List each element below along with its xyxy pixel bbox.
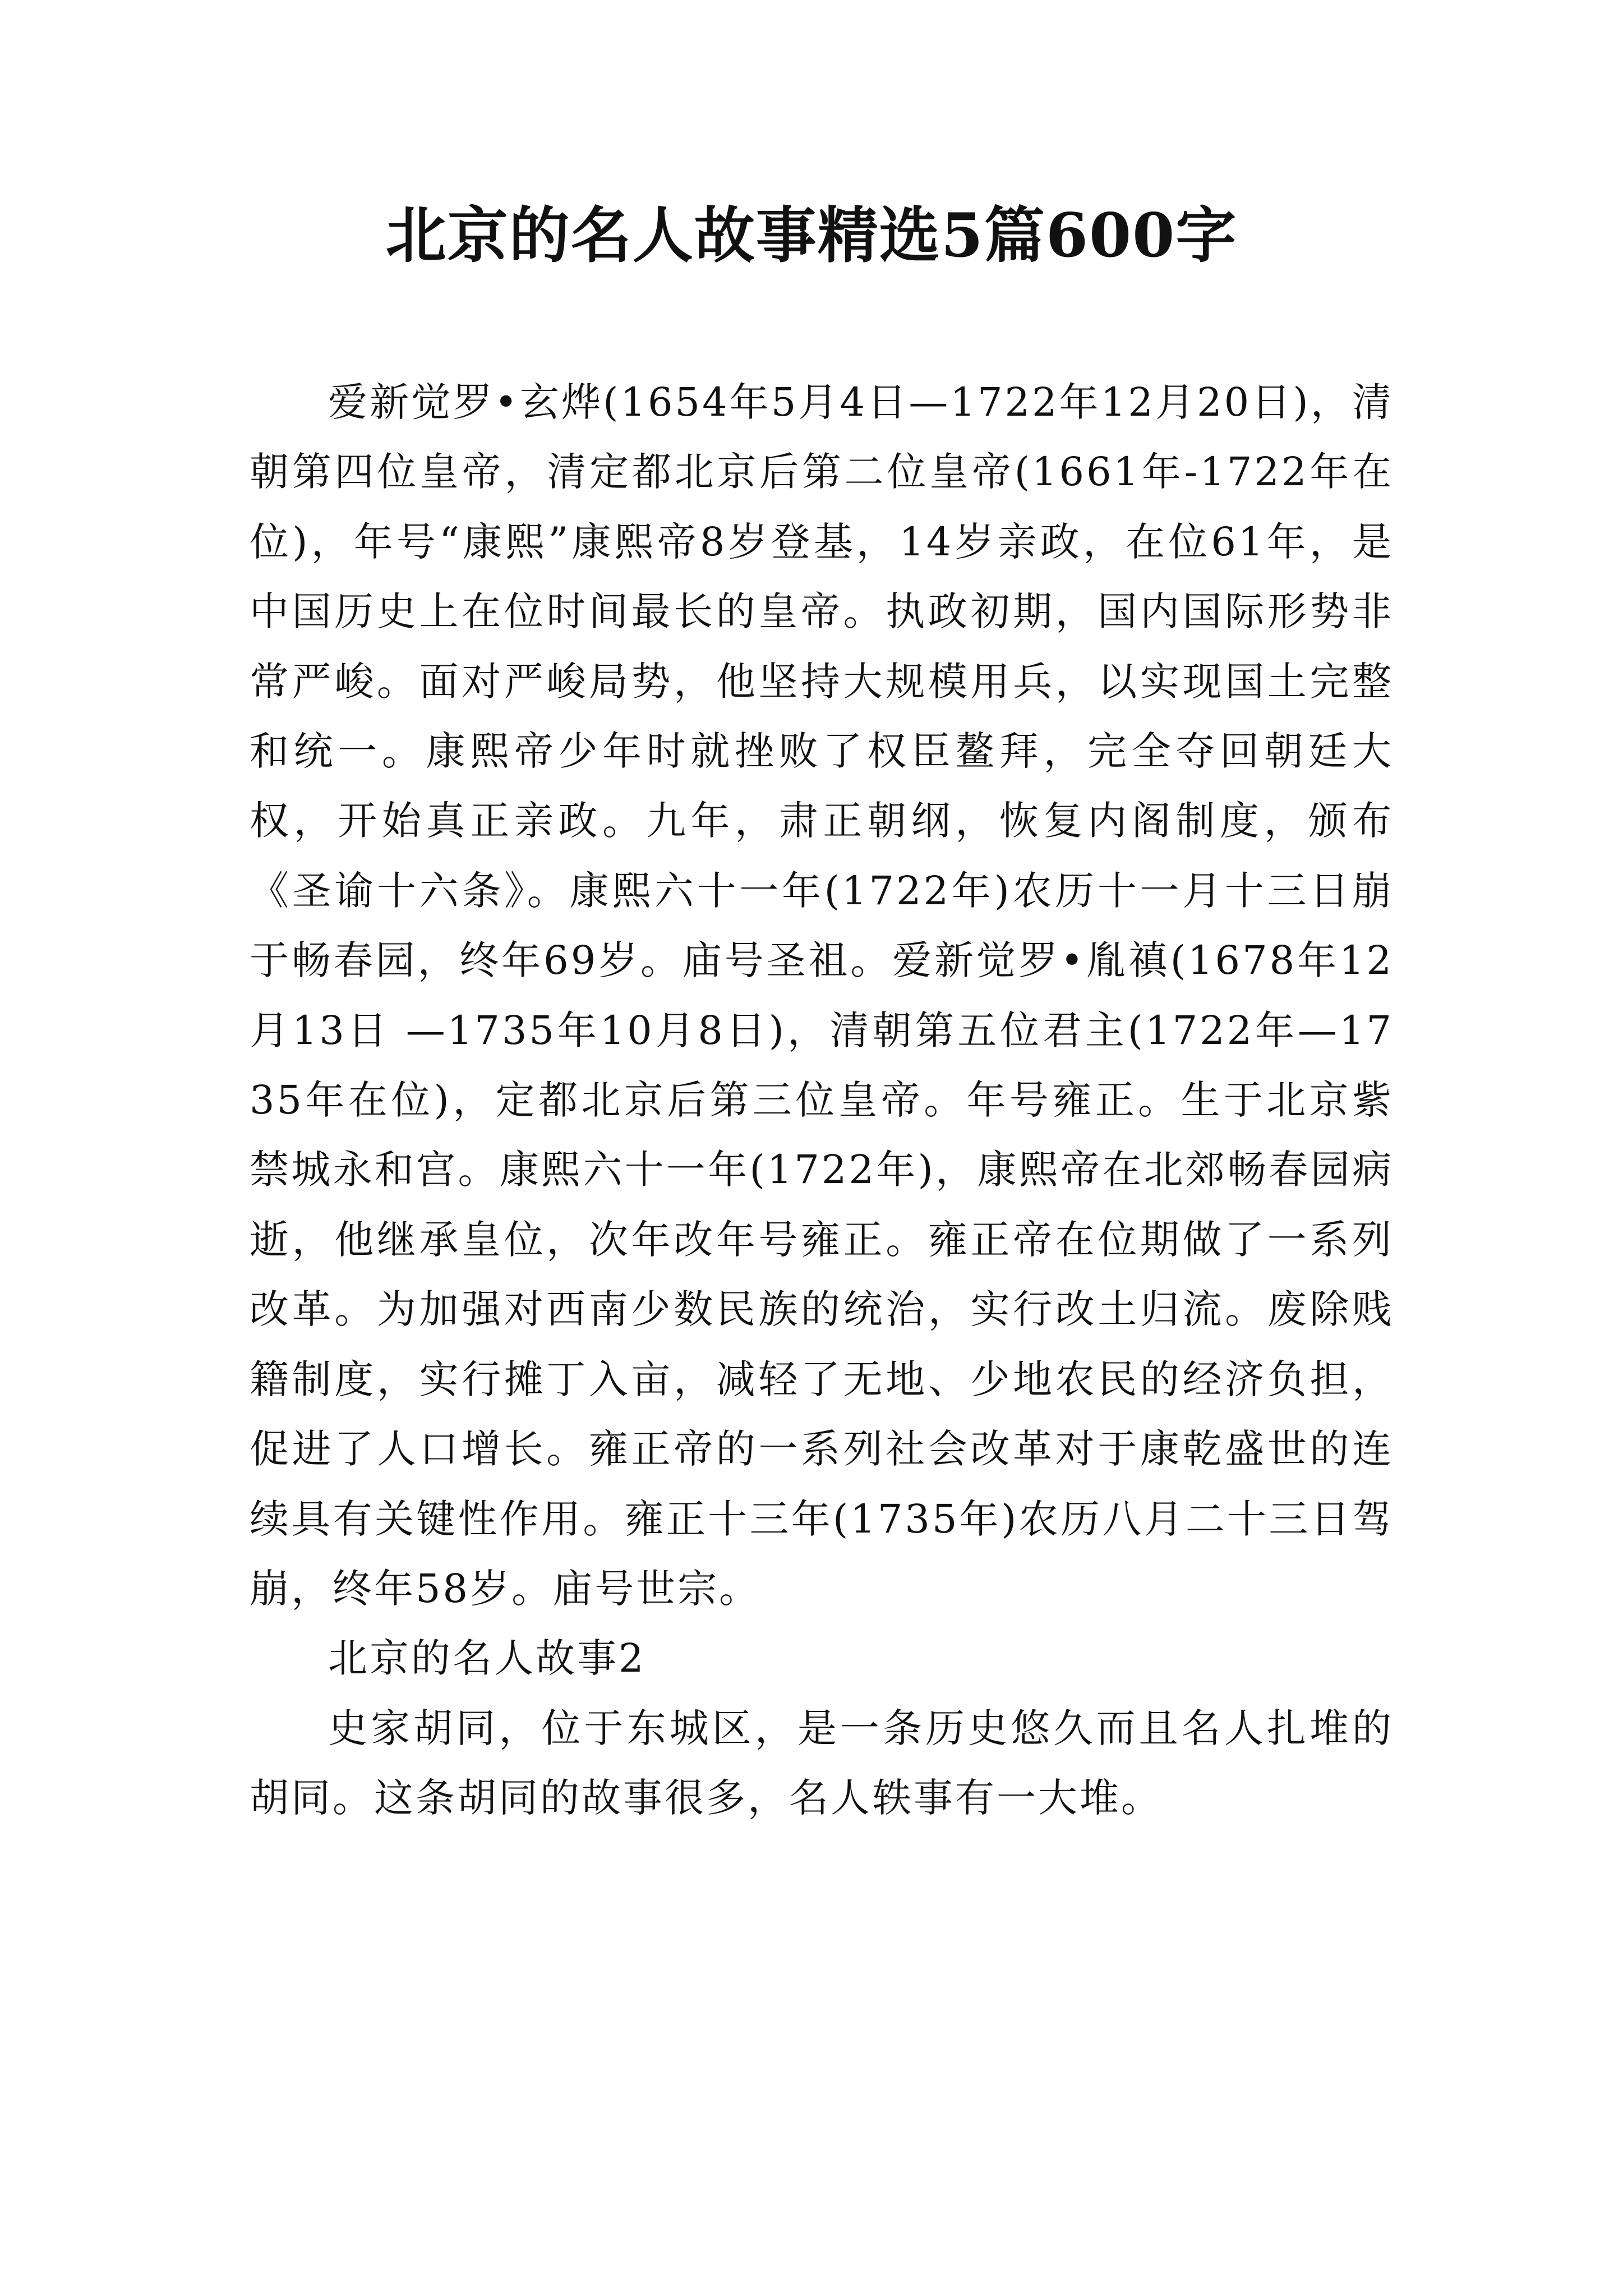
paragraph-emperors: 爱新觉罗•玄烨(1654年5月4日—1722年12月20日)，清朝第四位皇帝，清定都北京后第二位皇帝(1661年-1722年在位)，年号“康熙”康熙帝8岁登基，14岁亲政，在位61年，是中国历史上在位时间最长的皇帝。执政初期，国内国际形势非常严峻。面对严峻局势，他坚持大规模用兵，以实现国土完整和统一。康熙帝少年时就挫败了权臣鳌拜，完全夺回朝廷大权，开始真正亲政。九年，肃正朝纲，恢复内阁制度，颁布《圣谕十六条》。康熙六十一年(1722年)农历十一月十三日崩于畅春园，终年69岁。庙号圣祖。爱新觉罗•胤禛(1678年12月13日 —1735年10月8日)，清朝第五位君主(1722年—1735年在位)，定都北京后第三位皇帝。年号雍正。生于北京紫禁城永和宫。康熙六十一年(1722年)，康熙帝在北郊畅春园病逝，他继承皇位，次年改年号雍正。雍正帝在位期做了一系列改革。为加强对西南少数民族的统治，实行改土归流。废除贱籍制度，实行摊丁入亩，减轻了无地、少地农民的经济负担，促进了人口增长。雍正帝的一系列社会改革对于康乾盛世的连续具有关键性作用。雍正十三年(1735年)农历八月二十三日驾崩，终年58岁。庙号世宗。 bbox=[250, 379, 1394, 1612]
document-body bbox=[250, 367, 1394, 1833]
document-title: 北京的名人故事精选5篇600字 bbox=[385, 200, 1238, 271]
paragraph-shijia-hutong: 史家胡同，位于东城区，是一条历史悠久而且名人扎堆的胡同。这条胡同的故事很多，名人轶事有一大堆。 bbox=[250, 1705, 1394, 1821]
section-heading-story-2: 北京的名人故事2 bbox=[328, 1635, 646, 1682]
